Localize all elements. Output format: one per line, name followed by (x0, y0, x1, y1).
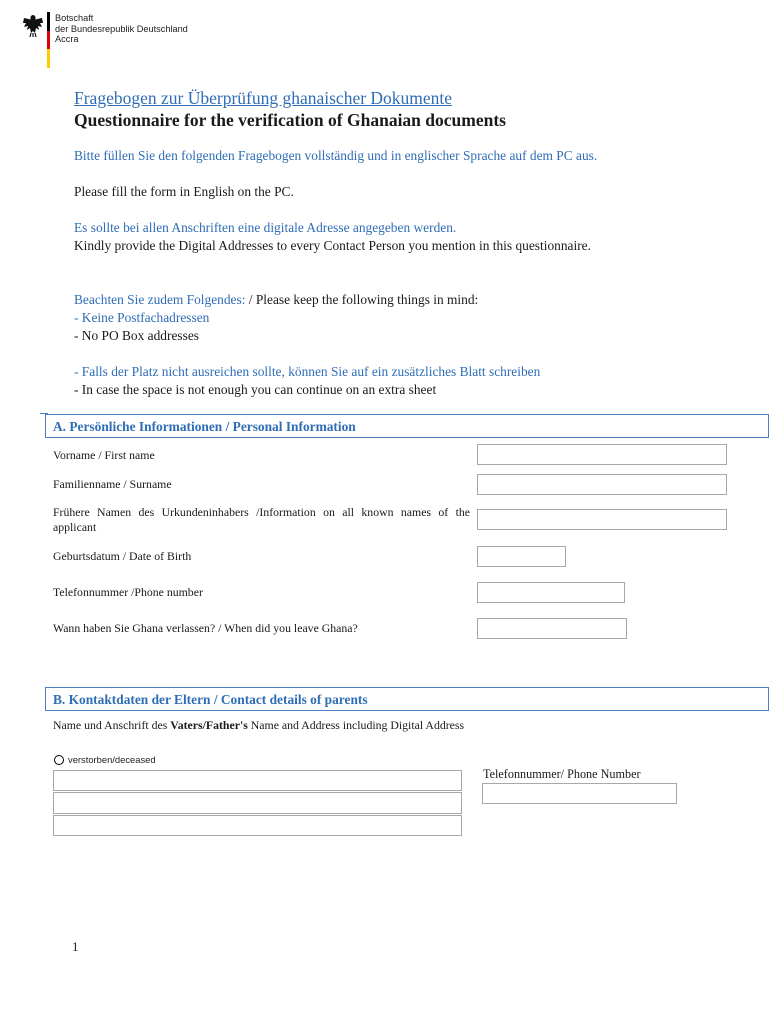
previous-names-field[interactable] (477, 509, 727, 530)
notes-heading (74, 291, 696, 309)
address-instruction-en: Kindly provide the Digital Addresses to every Contact Person you mention in this questionnaire. (74, 238, 591, 253)
embassy-line-1: Botschaft (55, 13, 94, 23)
section-b-header: B. Kontaktdaten der Eltern / Contact details of parents (45, 687, 769, 711)
left-ghana-field[interactable] (477, 618, 627, 639)
surname-label: Familienname / Surname (53, 477, 172, 491)
phone-number-label: Telefonnummer /Phone number (53, 585, 203, 599)
embassy-line-3: Accra (55, 34, 79, 44)
extra-sheet-en: - In case the space is not enough you can continue on an extra sheet (74, 382, 437, 397)
first-name-field[interactable] (477, 444, 727, 465)
phone-number-field[interactable] (477, 582, 625, 603)
father-address-line-1[interactable] (53, 770, 462, 791)
father-address-label (53, 718, 473, 733)
previous-names-label: Frühere Namen des Urkundeninhabers /Information on all known names of the applicant (53, 505, 470, 534)
surname-field[interactable] (477, 474, 727, 495)
address-instruction-de: Es sollte bei allen Anschriften eine digitale Adresse angegeben werden. (74, 220, 457, 235)
fill-instruction-de: Bitte füllen Sie den folgenden Fragebogen vollständig und in englischer Sprache auf dem PC aus. (74, 148, 598, 163)
father-phone-field[interactable] (482, 783, 677, 804)
flag-stripe (47, 12, 50, 68)
section-a-header: A. Persönliche Informationen / Personal Information (45, 414, 769, 438)
deceased-radio[interactable] (54, 755, 64, 765)
father-label-pre: Name und Anschrift des (53, 718, 171, 732)
notes-heading-en: / Please keep the following things in mind: (245, 292, 479, 307)
father-phone-label: Telefonnummer/ Phone Number (483, 767, 641, 781)
father-address-line-3[interactable] (53, 815, 462, 836)
extra-sheet-de: - Falls der Platz nicht ausreichen sollte, können Sie auf ein zusätzliches Blatt schreiben (74, 364, 541, 379)
federal-eagle-logo (22, 14, 44, 38)
fill-instruction-en: Please fill the form in English on the PC. (74, 184, 294, 199)
left-ghana-label: Wann haben Sie Ghana verlassen? / When did you leave Ghana? (53, 621, 358, 635)
father-label-post: Name and Address including Digital Address (247, 718, 465, 732)
deceased-label: verstorben/deceased (68, 754, 156, 765)
date-of-birth-field[interactable] (477, 546, 566, 567)
embassy-line-2: der Bundesrepublik Deutschland (55, 23, 188, 34)
father-label-bold: Vaters/Father's (170, 718, 248, 732)
title-german: Fragebogen zur Überprüfung ghanaischer Dokumente (74, 88, 453, 108)
title-english: Questionnaire for the verification of Ghanaian documents (74, 110, 506, 130)
date-of-birth-label: Geburtsdatum / Date of Birth (53, 549, 192, 563)
no-pobox-de: - Keine Postfachadressen (74, 310, 210, 325)
no-pobox-en: - No PO Box addresses (74, 328, 199, 343)
father-address-line-2[interactable] (53, 792, 462, 814)
embassy-name (55, 13, 188, 45)
page-number: 1 (72, 939, 79, 954)
notes-heading-de: Beachten Sie zudem Folgendes: (74, 292, 246, 307)
first-name-label: Vorname / First name (53, 448, 155, 462)
